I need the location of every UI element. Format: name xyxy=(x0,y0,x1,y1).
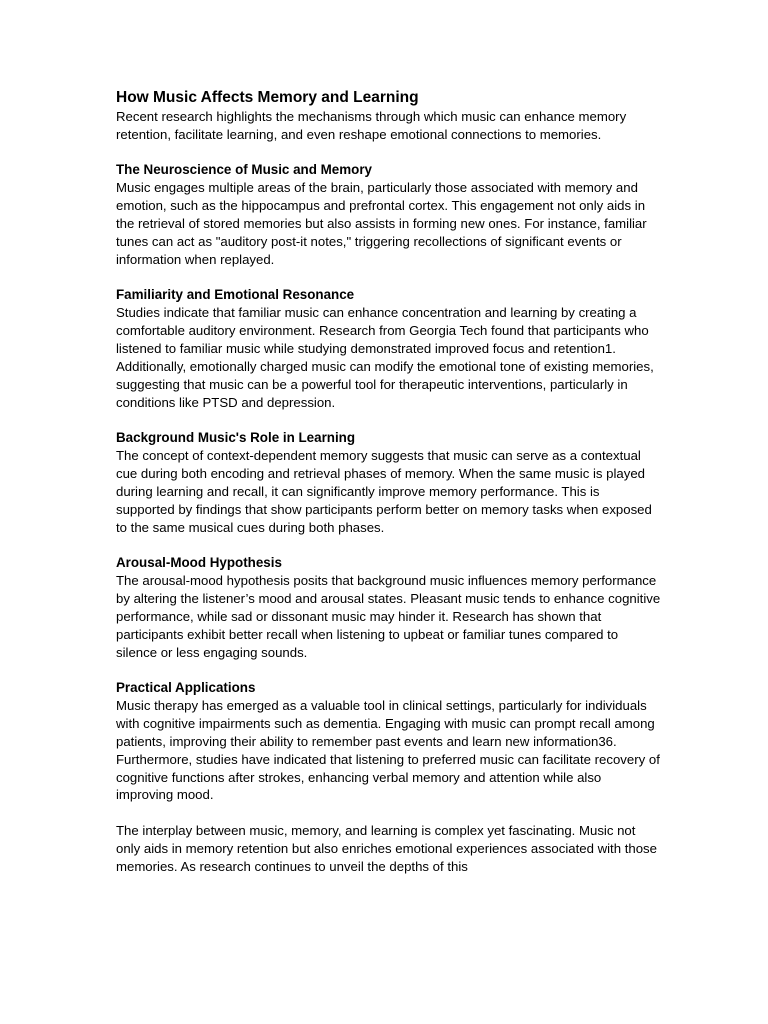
document-page xyxy=(116,88,661,893)
section-body: The arousal-mood hypothesis posits that background music influences memory performance by altering the listener’s mood and arousal states. Pleasant music tends to enhance cognitive performance, while sad or dissonant music may hinder it. Research has shown that participants exhibit better recall when listening to upbeat or familiar tunes compared to silence or less engaging sounds. xyxy=(116,572,661,660)
section-body: Music therapy has emerged as a valuable tool in clinical settings, particularly for individuals with cognitive impairments such as dementia. Engaging with music can prompt recall among patients, improving their ability to remember past events and learn new information36. Furthermore, studies have indicated that listening to preferred music can facilitate recovery of cognitive functions after strokes, enhancing verbal memory and attention while also improving mood. xyxy=(116,697,660,803)
section-familiarity xyxy=(116,286,661,411)
section-background-music xyxy=(116,429,661,536)
closing-paragraph: The interplay between music, memory, and learning is complex yet fascinating. Music not only aids in memory retention but also enriches emotional experiences associated with those memories. As research continues to unveil the depths of this xyxy=(116,822,657,874)
intro-paragraph: Recent research highlights the mechanisms through which music can enhance memory retention, facilitate learning, and even reshape emotional connections to memories. xyxy=(116,109,627,142)
section-heading: The Neuroscience of Music and Memory xyxy=(116,162,372,178)
section-neuroscience xyxy=(116,161,661,268)
document-title: How Music Affects Memory and Learning xyxy=(116,89,419,106)
section-body: Music engages multiple areas of the brain, particularly those associated with memory and emotion, such as the hippocampus and prefrontal cortex. This engagement not only aids in the retrieval of stored memories but also assists in forming new ones. For instance, familiar tunes can act as "auditory post-it notes," triggering recollections of significant events or information when replayed. xyxy=(116,180,647,267)
section-practical-applications xyxy=(116,679,661,804)
section-heading: Background Music's Role in Learning xyxy=(116,430,356,446)
section-body: Studies indicate that familiar music can enhance concentration and learning by creating a comfortable auditory environment. Research from Georgia Tech found that participants who listened to familiar music while studying demonstrated improved focus and retention1. Additionally, emotionally charged music can modify the emotional tone of existing memories, suggesting that music can be a powerful tool for therapeutic interventions, particularly in conditions like PTSD and depression. xyxy=(116,305,654,410)
section-heading: Practical Applications xyxy=(116,679,256,695)
section-heading: Familiarity and Emotional Resonance xyxy=(116,287,355,303)
section-arousal-mood xyxy=(116,554,661,661)
section-body: The concept of context-dependent memory suggests that music can serve as a contextual cue during both encoding and retrieval phases of memory. When the same music is played during learning and recall, it can significantly improve memory performance. This is supported by findings that show participants perform better on memory tasks when exposed to the same musical cues during both phases. xyxy=(116,448,652,535)
section-heading: Arousal-Mood Hypothesis xyxy=(116,555,282,571)
